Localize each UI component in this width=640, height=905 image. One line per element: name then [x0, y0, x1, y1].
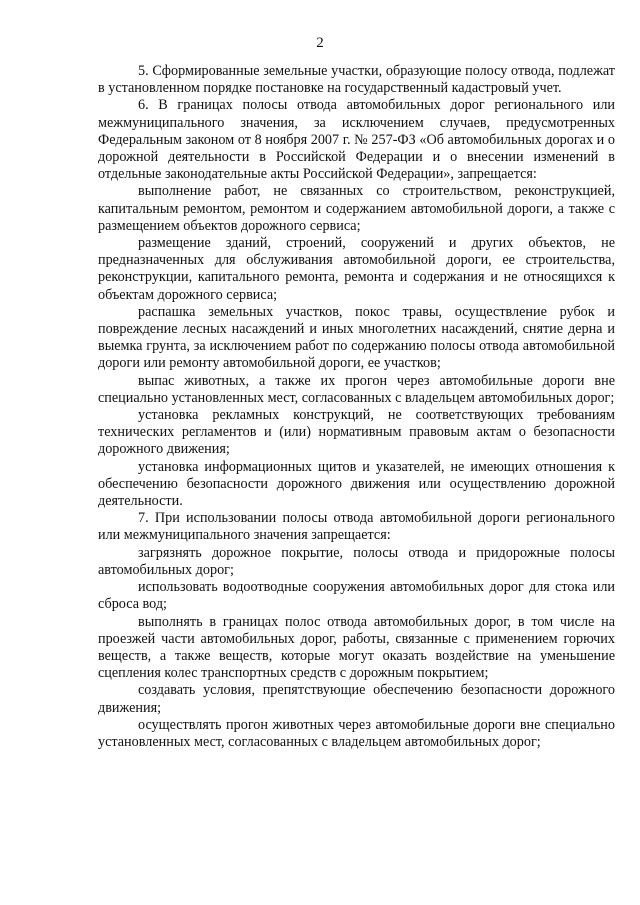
paragraph: выполнение работ, не связанных со строительством, реконструкцией, капитальным ремонтом, ремонтом и содержанием автомобильной дороги, а также с размещением объектов дорожного сервиса;: [98, 183, 615, 234]
paragraph: выпас животных, а также их прогон через автомобильные дороги вне специально установленных мест, согласованных с владельцем автомобильных дорог;: [98, 372, 615, 406]
page-number: 2: [316, 35, 324, 51]
document-body: [98, 63, 615, 751]
paragraph: осуществлять прогон животных через автомобильные дороги вне специально установленных мест, согласованных с владельцем автомобильных дорог;: [98, 716, 615, 750]
paragraph: выполнять в границах полос отвода автомобильных дорог, в том числе на проезжей части автомобильных дорог, работы, связанные с применением горючих веществ, а также веществ, которые могут оказать воздействие на уменьшение сцепления колес транспортных средств с дорожным покрытием;: [98, 613, 615, 682]
paragraph: установка информационных щитов и указателей, не имеющих отношения к обеспечению безопасности дорожного движения или осуществлению дорожной деятельности.: [98, 458, 615, 510]
paragraph: использовать водоотводные сооружения автомобильных дорог для стока или сброса вод;: [98, 579, 615, 613]
paragraph: создавать условия, препятствующие обеспечению безопасности дорожного движения;: [98, 682, 615, 716]
paragraph: 5. Сформированные земельные участки, образующие полосу отвода, подлежат в установленном порядке постановке на государственный кадастровый учет.: [98, 63, 615, 97]
paragraph: размещение зданий, строений, сооружений и других объектов, не предназначенных для обслуживания автомобильной дороги, ее строительства, реконструкции, капитального ремонта, ремонта и содержания и не относящихся к объектам дорожного сервиса;: [98, 235, 615, 303]
paragraph: установка рекламных конструкций, не соответствующих требованиям технических регламентов и (или) нормативным правовым актам о безопасности дорожного движения;: [98, 407, 615, 458]
paragraph: 7. При использовании полосы отвода автомобильной дороги регионального или межмуниципального значения запрещается:: [98, 510, 615, 544]
paragraph: 6. В границах полосы отвода автомобильных дорог регионального или межмуниципального значения, за исключением случаев, предусмотренных Федеральным законом от 8 ноября 2007 г. № 257-ФЗ «Об автомобильных дорогах и о дорожной деятельности в Российской Федерации и о внесении изменений в отдельные законодательные акты Российской Федерации», запрещается:: [98, 97, 615, 183]
paragraph: распашка земельных участков, покос травы, осуществление рубок и повреждение лесных насаждений и иных многолетних насаждений, снятие дерна и выемка грунта, за исключением работ по содержанию полосы отвода автомобильной дороги или ремонту автомобильной дороги, ее участков;: [98, 303, 615, 372]
paragraph: загрязнять дорожное покрытие, полосы отвода и придорожные полосы автомобильных дорог;: [98, 544, 615, 578]
